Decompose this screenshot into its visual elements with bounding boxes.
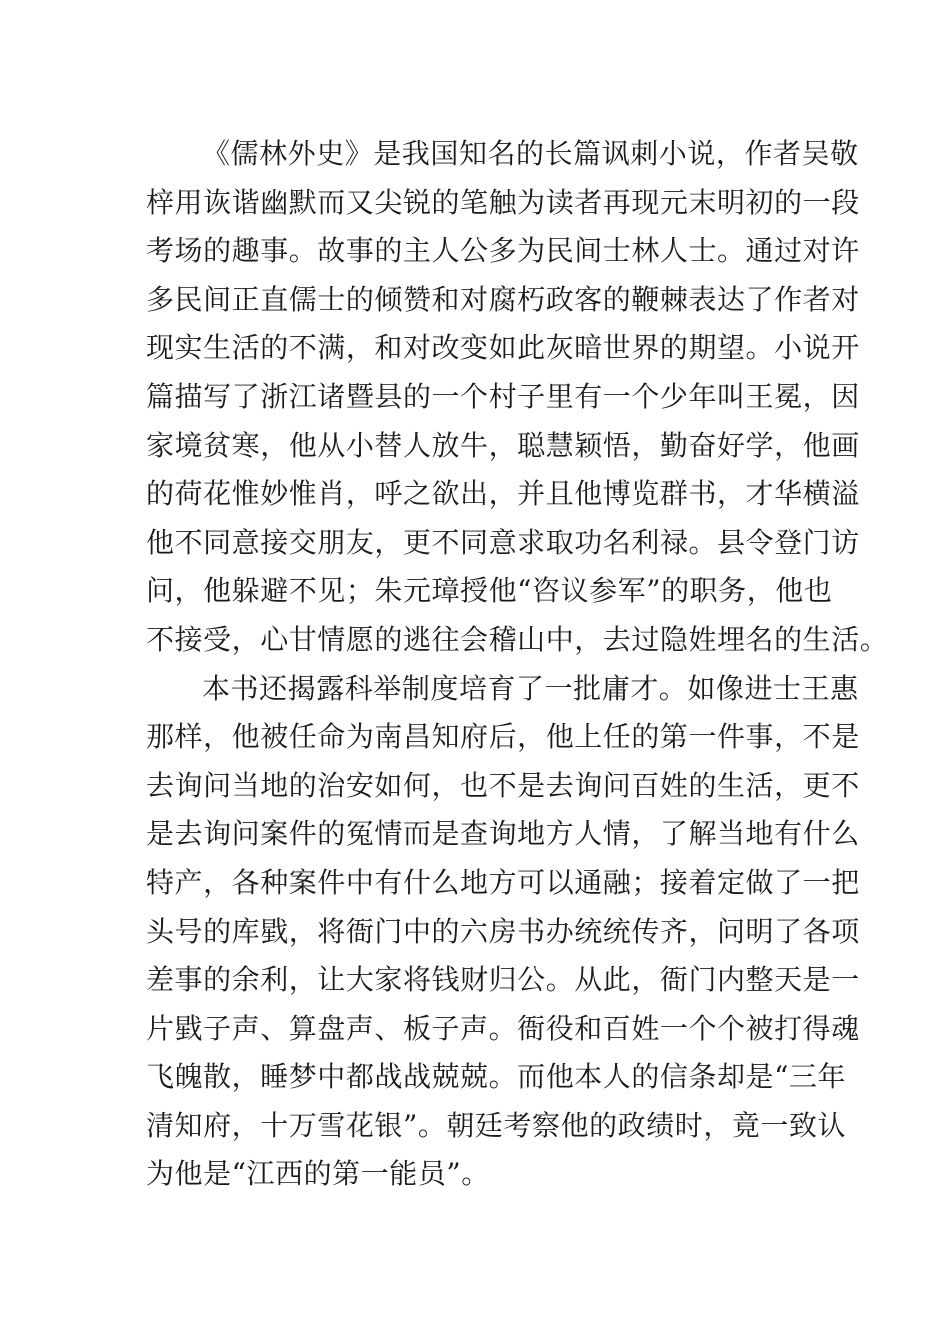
- text-line: 是去询问案件的冤情而是查询地方人情，了解当地有什么: [146, 817, 860, 851]
- text-line: 他不同意接交朋友，更不同意求取功名利禄。县令登门访: [146, 525, 860, 559]
- text-line: 飞魄散，睡梦中都战战兢兢。而他本人的信条却是“三年: [146, 1060, 847, 1094]
- text-line: 问，他躲避不见；朱元璋授他“咨议参军”的职务，他也: [146, 574, 833, 608]
- text-line: 篇描写了浙江诸暨县的一个村子里有一个少年叫王冕，因: [146, 379, 860, 413]
- text-line: 去询问当地的治安如何，也不是去询问百姓的生活，更不: [146, 768, 860, 802]
- text-line: 片戥子声、算盘声、板子声。衙役和百姓一个个被打得魂: [146, 1011, 860, 1045]
- text-line: 现实生活的不满，和对改变如此灰暗世界的期望。小说开: [146, 331, 860, 365]
- text-line: 差事的余利，让大家将钱财归公。从此，衙门内整天是一: [146, 963, 860, 997]
- text-line: 梓用诙谐幽默而又尖锐的笔触为读者再现元末明初的一段: [146, 185, 860, 219]
- paragraph-2: [146, 665, 860, 1200]
- text-line: 本书还揭露科举制度培育了一批庸才。如像进士王惠: [202, 671, 859, 705]
- text-line: 考场的趣事。故事的主人公多为民间士林人士。通过对许: [146, 234, 860, 268]
- text-line: 《儒林外史》是我国知名的长篇讽刺小说，作者吴敬: [202, 137, 859, 170]
- text-line: 的荷花惟妙惟肖，呼之欲出，并且他博览群书，才华横溢: [146, 477, 860, 511]
- text-line: 特产，各种案件中有什么地方可以通融；接着定做了一把: [146, 865, 860, 899]
- text-line: 头号的库戥，将衙门中的六房书办统统传齐，问明了各项: [146, 914, 860, 948]
- text-line: 那样，他被任命为南昌知府后，他上任的第一件事，不是: [146, 720, 860, 754]
- paragraph-1: [146, 130, 889, 665]
- text-line: 多民间正直儒士的倾赞和对腐朽政客的鞭棘表达了作者对: [146, 282, 860, 316]
- text-line: 为他是“江西的第一能员”。: [146, 1157, 490, 1191]
- text-line: 家境贫寒，他从小替人放牛，聪慧颖悟，勤奋好学，他画: [146, 428, 860, 462]
- text-line: 清知府，十万雪花银”。朝廷考察他的政绩时，竟一致认: [146, 1108, 847, 1142]
- text-line: 不接受，心甘情愿的逃往会稽山中，去过隐姓埋名的生活。: [146, 622, 889, 656]
- document-body: [146, 130, 889, 1199]
